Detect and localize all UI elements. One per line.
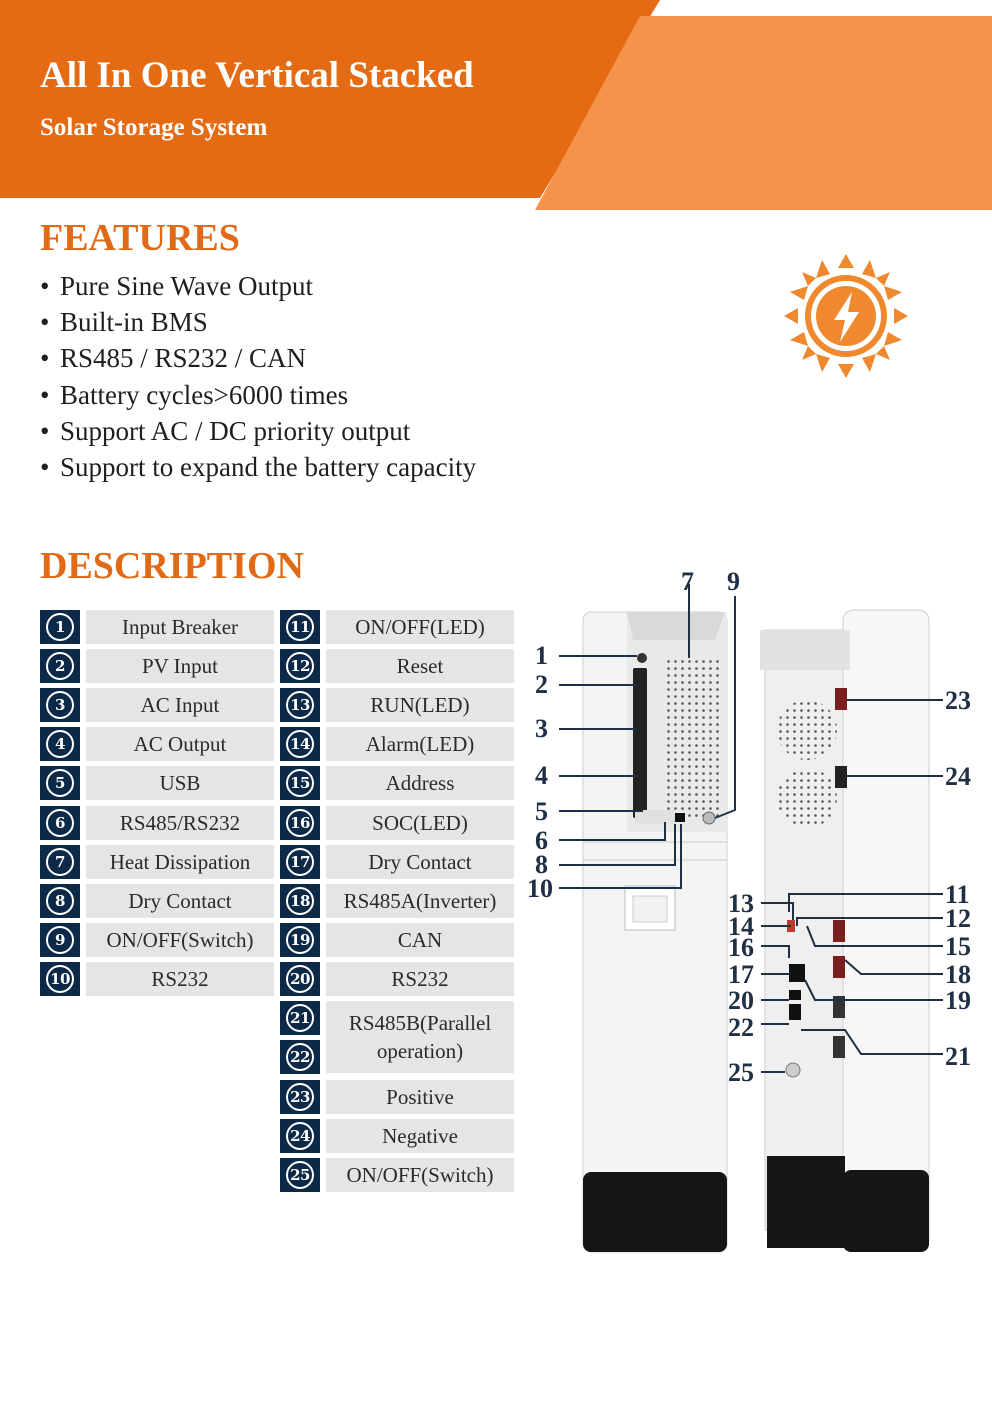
number-badge: 8 (40, 884, 80, 918)
number-badge: 2 (40, 649, 80, 683)
callout-22: 22 (728, 1013, 754, 1042)
callout-21: 21 (945, 1042, 971, 1071)
number-badge: 15 (280, 766, 320, 800)
back-unit (760, 610, 929, 1252)
callout-6: 6 (535, 826, 548, 855)
features-heading: FEATURES (40, 217, 240, 259)
feature-list (40, 268, 476, 485)
number-badge: 6 (40, 806, 80, 840)
label-positive: Positive (326, 1080, 514, 1114)
callout-24: 24 (945, 762, 971, 791)
number-badge: 25 (280, 1158, 320, 1192)
feature-item: • Support AC / DC priority output (40, 415, 411, 446)
label-pv-input: PV Input (86, 649, 274, 683)
label-ac-input: AC Input (86, 688, 274, 722)
number-badge: 23 (280, 1080, 320, 1114)
callout-1: 1 (535, 641, 548, 670)
description-heading: DESCRIPTION (40, 545, 304, 587)
label-rs485b-parallel: RS485B(Parallel operation) (326, 1001, 514, 1073)
number-badge: 22 (280, 1040, 320, 1074)
callout-12: 12 (945, 904, 971, 933)
sun-lightning-icon (782, 252, 910, 380)
label-on-off-switch: ON/OFF(Switch) (86, 923, 274, 957)
number-badge: 7 (40, 845, 80, 879)
callout-4: 4 (535, 761, 548, 790)
label-alarm-led: Alarm(LED) (326, 727, 514, 761)
callout-19: 19 (945, 986, 971, 1015)
callout-16: 16 (728, 933, 754, 962)
callout-17: 17 (728, 960, 754, 989)
callout-11: 11 (945, 880, 970, 909)
label-dry-contact: Dry Contact (86, 884, 274, 918)
label-negative: Negative (326, 1119, 514, 1153)
number-badge: 9 (40, 923, 80, 957)
number-badge: 11 (280, 610, 320, 644)
number-badge: 4 (40, 727, 80, 761)
header-banner (0, 0, 992, 210)
number-badge: 12 (280, 649, 320, 683)
callout-3: 3 (535, 714, 548, 743)
callout-14: 14 (728, 912, 754, 941)
callout-20: 20 (728, 986, 754, 1015)
callout-2: 2 (535, 670, 548, 699)
callout-18: 18 (945, 960, 971, 989)
label-reset: Reset (326, 649, 514, 683)
label-heat-dissipation: Heat Dissipation (86, 845, 274, 879)
product-diagram (525, 560, 992, 1260)
label-rs232-2: RS232 (326, 962, 514, 996)
callout-23: 23 (945, 686, 971, 715)
callout-7: 7 (681, 567, 694, 596)
number-badge: 20 (280, 962, 320, 996)
feature-item: • Battery cycles>6000 times (40, 379, 349, 410)
label-dry-contact-2: Dry Contact (326, 845, 514, 879)
number-badge: 10 (40, 962, 80, 996)
number-badge: 1 (40, 610, 80, 644)
callout-9: 9 (727, 567, 740, 596)
label-rs485a-inverter: RS485A(Inverter) (326, 884, 514, 918)
feature-item: • Built-in BMS (40, 307, 208, 338)
callout-10: 10 (527, 874, 553, 903)
label-input-breaker: Input Breaker (86, 610, 274, 644)
page-title: All In One Vertical Stacked (40, 55, 474, 96)
banner-background (0, 0, 992, 210)
number-badge: 17 (280, 845, 320, 879)
label-can: CAN (326, 923, 514, 957)
label-rs232: RS232 (86, 962, 274, 996)
label-rs485-rs232: RS485/RS232 (86, 806, 274, 840)
label-run-led: RUN(LED) (326, 688, 514, 722)
number-badge: 21 (280, 1001, 320, 1035)
number-badge: 19 (280, 923, 320, 957)
number-badge: 18 (280, 884, 320, 918)
number-badge: 5 (40, 766, 80, 800)
callout-5: 5 (535, 797, 548, 826)
number-badge: 13 (280, 688, 320, 722)
label-on-off-led: ON/OFF(LED) (326, 610, 514, 644)
number-badge: 3 (40, 688, 80, 722)
number-badge: 16 (280, 806, 320, 840)
feature-item: • Pure Sine Wave Output (40, 271, 314, 301)
callout-15: 15 (945, 932, 971, 961)
front-unit (583, 612, 727, 1252)
label-usb: USB (86, 766, 274, 800)
label-soc-led: SOC(LED) (326, 806, 514, 840)
label-address: Address (326, 766, 514, 800)
label-ac-output: AC Output (86, 727, 274, 761)
number-badge: 24 (280, 1119, 320, 1153)
callout-25: 25 (728, 1058, 754, 1087)
callout-13: 13 (728, 889, 754, 918)
label-on-off-switch-2: ON/OFF(Switch) (326, 1158, 514, 1192)
feature-item: • Support to expand the battery capacity (40, 452, 477, 483)
page-subtitle: Solar Storage System (40, 114, 268, 141)
callout-8: 8 (535, 850, 548, 879)
feature-item: • RS485 / RS232 / CAN (40, 343, 307, 374)
number-badge: 14 (280, 727, 320, 761)
